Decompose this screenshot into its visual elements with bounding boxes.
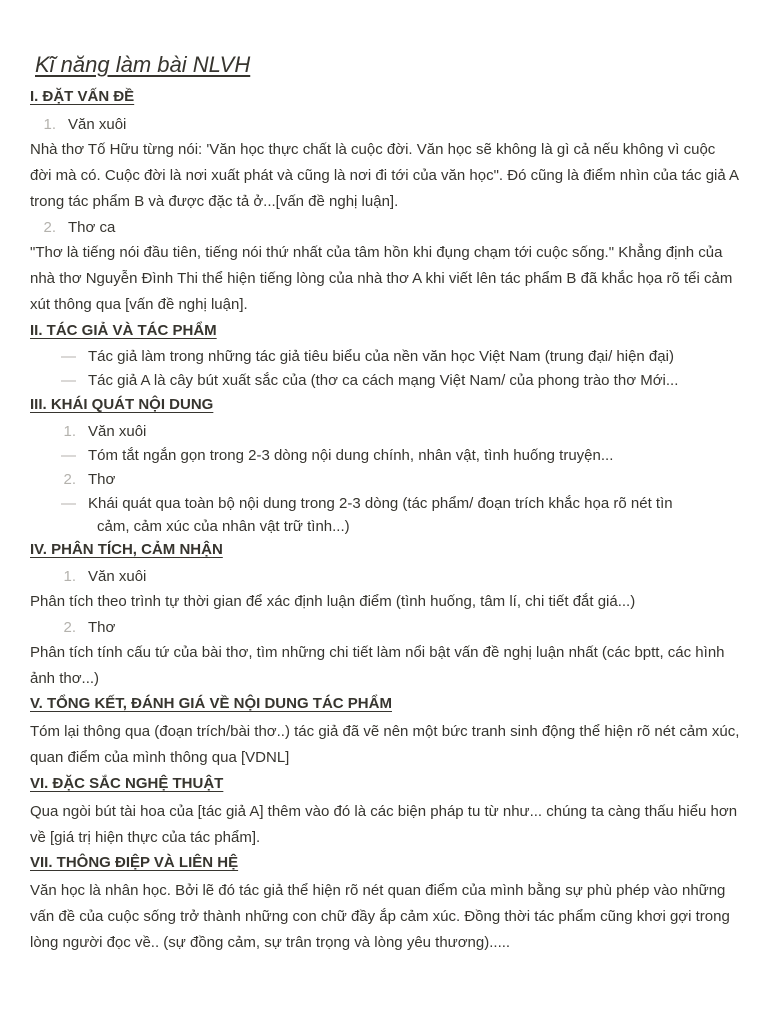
heading-dac-sac-nghe-thuat: VI. ĐẶC SẮC NGHỆ THUẬT — [30, 775, 224, 792]
paragraph-van-xuoi-intro: Nhà thơ Tố Hữu từng nói: 'Văn học thực chất là cuộc đời. Văn học sẽ không là gì cả nếu không vì cuộc đời mà có. Cuộc đời là nơi xuất phát và cũng là nơi đi tới của văn học". Đó cũng là điểm nhìn của tác giả A trong tác phẩm B và được đặc tả ở...[vấn đề nghị luận]. — [30, 141, 739, 210]
list-item-tho-ca — [30, 217, 115, 239]
page-title: Kĩ năng làm bài NLVH — [35, 52, 251, 77]
bullet-item-khai-quat — [50, 493, 746, 515]
list-number: 1. — [63, 568, 76, 585]
paragraph-phan-tich-van-xuoi: Phân tích theo trình tự thời gian để xác định luận điểm (tình huống, tâm lí, chi tiết đắt giá...) — [30, 593, 636, 610]
paragraph-nghe-thuat: Qua ngòi bút tài hoa của [tác giả A] thêm vào đó là các biện pháp tu từ như... chúng ta càng thấu hiểu hơn về [giá trị hiện thực của tác phẩm]. — [30, 803, 738, 846]
list-item-label: Thơ ca — [68, 219, 116, 236]
dash-marker: — — [61, 348, 76, 365]
list-item-label: Văn xuôi — [88, 423, 147, 440]
list-item-tho — [50, 617, 115, 639]
list-item-van-xuoi — [30, 114, 126, 136]
list-item-tho — [50, 469, 115, 491]
bullet-continuation: cảm, cảm xúc của nhân vật trữ tình...) — [97, 518, 350, 535]
dash-marker: — — [61, 447, 76, 464]
bullet-item-tac-gia-1 — [50, 346, 674, 368]
list-item-van-xuoi — [50, 421, 146, 443]
list-number: 1. — [63, 423, 76, 440]
paragraph-tho-ca-intro: "Thơ là tiếng nói đầu tiên, tiếng nói thứ nhất của tâm hồn khi đụng chạm tới cuộc sống." Khẳng định của nhà thơ Nguyễn Đình Thi thể hiện tiếng lòng của nhà thơ A khi viết lên tác phẩm B đã khắc họa rõ tểi cảm xút thông qua [vấn đề nghị luận]. — [30, 244, 733, 313]
list-number: 2. — [63, 619, 76, 636]
heading-dat-van-de: I. ĐẶT VẤN ĐỀ — [30, 88, 135, 105]
dash-marker: — — [61, 495, 76, 512]
bullet-item-tom-tat — [50, 445, 613, 467]
list-number: 1. — [43, 116, 56, 133]
heading-phan-tich-cam-nhan: IV. PHÂN TÍCH, CẢM NHẬN — [30, 541, 223, 558]
list-item-label: Thơ — [88, 619, 116, 636]
list-item-label: Văn xuôi — [68, 116, 127, 133]
bullet-text: Tóm tắt ngắn gọn trong 2-3 dòng nội dung chính, nhân vật, tình huống truyện... — [88, 447, 614, 464]
dash-marker: — — [61, 372, 76, 389]
list-number: 2. — [43, 219, 56, 236]
list-item-label: Văn xuôi — [88, 568, 147, 585]
heading-khai-quat-noi-dung: III. KHÁI QUÁT NỘI DUNG — [30, 396, 214, 413]
list-item-van-xuoi — [50, 566, 146, 588]
bullet-text: Khái quát qua toàn bộ nội dung trong 2-3 dòng (tác phẩm/ đoạn trích khắc họa rõ nét tìn — [88, 495, 673, 512]
list-item-label: Thơ — [88, 471, 116, 488]
paragraph-tong-ket: Tóm lại thông qua (đoạn trích/bài thơ..) tác giả đã vẽ nên một bức tranh sinh động thể hiện rõ nét cảm xúc, quan điểm của mình thông qua [VDNL] — [30, 723, 740, 766]
bullet-text: Tác giả làm trong những tác giả tiêu biểu của nền văn học Việt Nam (trung đại/ hiện đại) — [88, 348, 674, 365]
paragraph-thong-diep: Văn học là nhân học. Bởi lẽ đó tác giả thể hiện rõ nét quan điểm của mình bằng sự phù phép vào những vấn đề của cuộc sống trở thành những con chữ đầy ắp cảm xúc. Đồng thời tác phẩm cũng khơi gợi trong lòng người đọc về.. (sự đồng cảm, sự trân trọng và lòng yêu thương)..... — [30, 882, 730, 951]
list-number: 2. — [63, 471, 76, 488]
bullet-item-tac-gia-2 — [50, 370, 750, 392]
bullet-text: Tác giả A là cây bút xuất sắc của (thơ ca cách mạng Việt Nam/ của phong trào thơ Mới... — [88, 372, 679, 389]
paragraph-phan-tich-tho: Phân tích tính cấu tứ của bài thơ, tìm những chi tiết làm nổi bật vấn đề nghị luận nhất (các bptt, các hình ảnh thơ...) — [30, 644, 725, 687]
heading-tac-gia-tac-pham: II. TÁC GIẢ VÀ TÁC PHẨM — [30, 322, 217, 339]
heading-thong-diep-lien-he: VII. THÔNG ĐIỆP VÀ LIÊN HỆ — [30, 854, 239, 871]
heading-tong-ket: V. TỔNG KẾT, ĐÁNH GIÁ VỀ NỘI DUNG TÁC PHẨM — [30, 695, 392, 712]
